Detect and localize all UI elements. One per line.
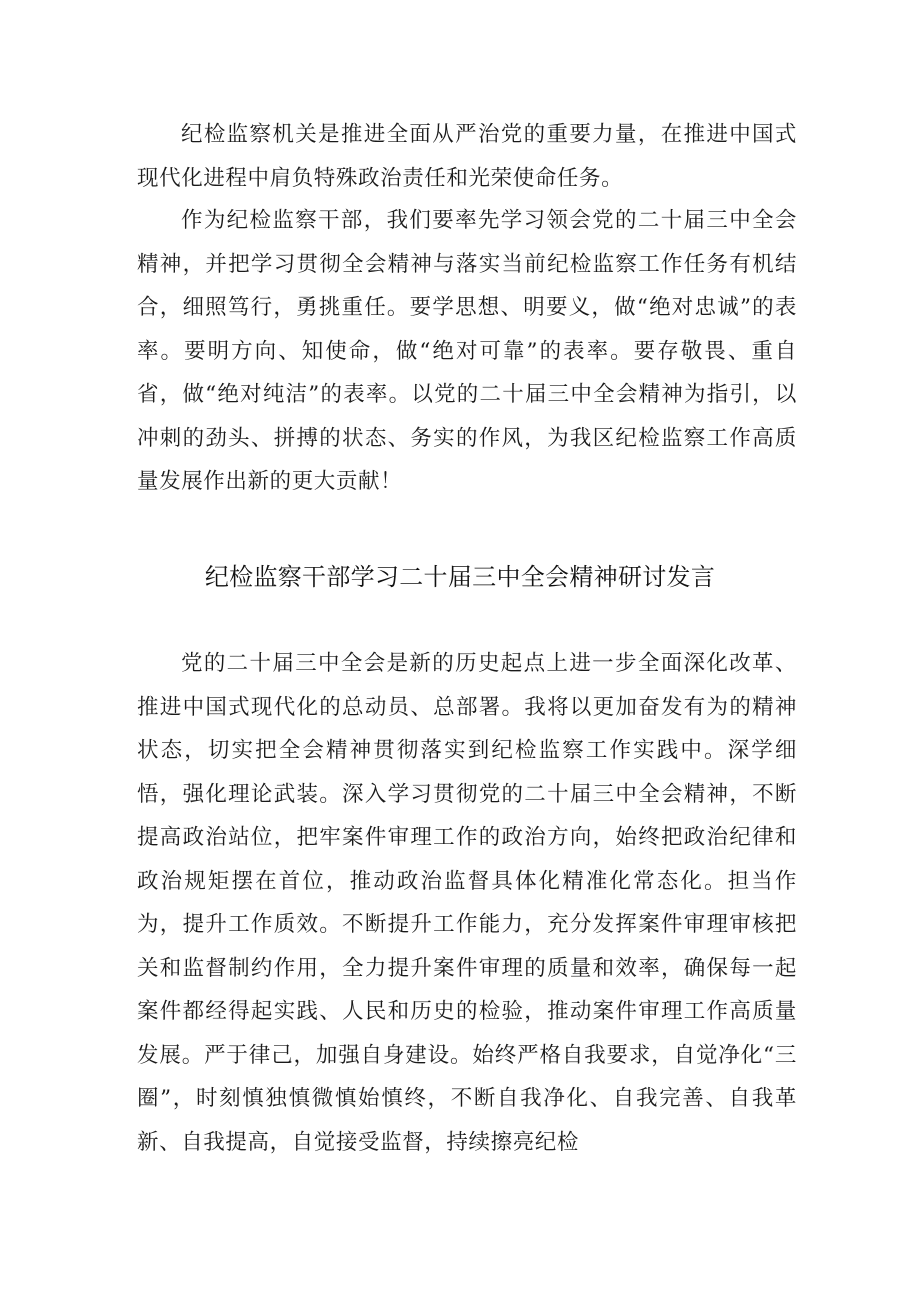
body-paragraph: 作为纪检监察干部，我们要率先学习领会党的二十届三中全会精神，并把学习贯彻全会精神与落实当前纪检监察工作任务有机结合，细照笃行，勇挑重任。要学思想、明要义，做“绝对忠诚”的表率。要明方向、知使命，做“绝对可靠”的表率。要存敬畏、重自省，做“绝对纯洁”的表率。以党的二十届三中全会精神为指引，以冲刺的劲头、拼搏的状态、务实的作风，为我区纪检监察工作高质量发展作出新的更大贡献！ (137, 208, 797, 494)
body-paragraph: 党的二十届三中全会是新的历史起点上进一步全面深化改革、推进中国式现代化的总动员、总部署。我将以更加奋发有为的精神状态，切实把全会精神贯彻落实到纪检监察工作实践中。深学细悟，强化理论武装。深入学习贯彻党的二十届三中全会精神，不断提高政治站位，把牢案件审理工作的政治方向，始终把政治纪律和政治规矩摆在首位，推动政治监督具体化精准化常态化。担当作为，提升工作质效。不断提升工作能力，充分发挥案件审理审核把关和监督制约作用，全力提升案件审理的质量和效率，确保每一起案件都经得起实践、人民和历史的检验，推动案件审理工作高质量发展。严于律己，加强自身建设。始终严格自我要求，自觉净化“三圈”，时刻慎独慎微慎始慎终，不断自我净化、自我完善、自我革新、自我提高，自觉接受监督，持续擦亮纪检 (137, 651, 797, 1155)
body-paragraph: 纪检监察机关是推进全面从严治党的重要力量，在推进中国式现代化进程中肩负特殊政治责任和光荣使命任务。 (137, 122, 797, 191)
section-title: 纪检监察干部学习二十届三中全会精神研讨发言 (204, 563, 716, 591)
